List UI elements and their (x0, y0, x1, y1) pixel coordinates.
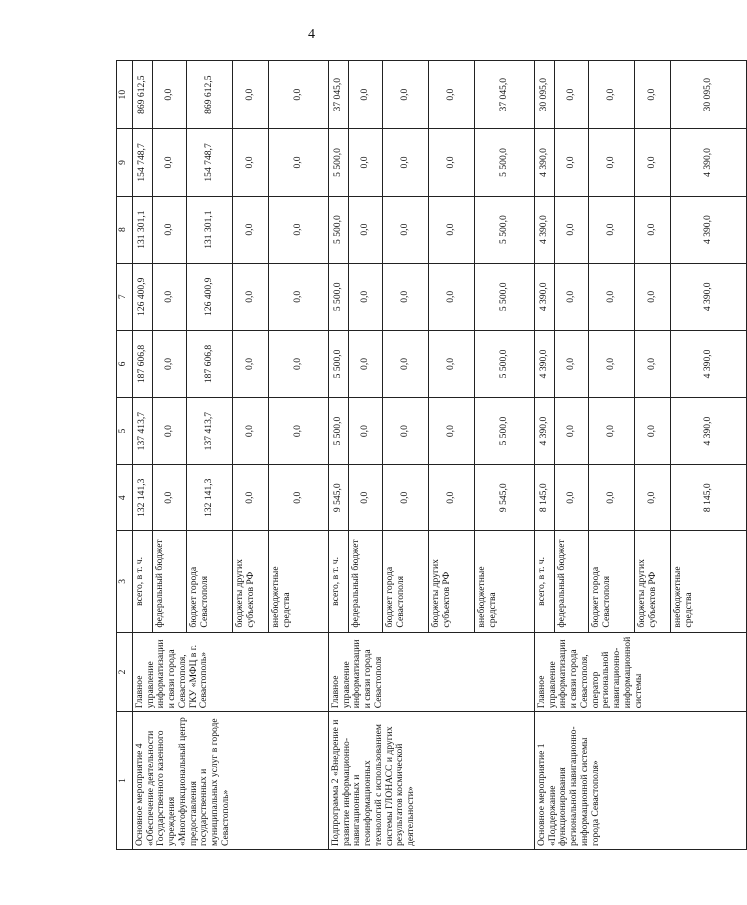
table-row (535, 61, 555, 850)
value-cell: 0,0 (589, 465, 635, 531)
value-cell: 0,0 (233, 465, 269, 531)
value-cell: 0,0 (429, 129, 475, 196)
value-cell: 0,0 (153, 129, 187, 196)
funding-source-cell: внебюджетные средства (671, 531, 747, 632)
value-cell: 0,0 (153, 263, 187, 330)
value-cell: 0,0 (635, 330, 671, 397)
value-cell: 0,0 (269, 398, 329, 465)
value-cell: 0,0 (429, 330, 475, 397)
column-number: 5 (117, 398, 133, 465)
column-number: 4 (117, 465, 133, 531)
value-cell: 126 400,9 (187, 263, 233, 330)
value-cell: 5 500,0 (475, 330, 535, 397)
value-cell: 0,0 (153, 61, 187, 129)
header-row (117, 61, 133, 850)
funding-source-cell: бюджет города Севастополя (589, 531, 635, 632)
funding-source-cell: бюджеты других субъектов РФ (429, 531, 475, 632)
value-cell: 0,0 (555, 61, 589, 129)
value-cell: 0,0 (269, 129, 329, 196)
value-cell: 0,0 (635, 465, 671, 531)
executor-cell: Главное управление информатизации и связи города Севастополя (329, 632, 535, 712)
value-cell: 5 500,0 (329, 398, 349, 465)
value-cell: 0,0 (635, 61, 671, 129)
value-cell: 132 141,3 (133, 465, 153, 531)
value-cell: 0,0 (589, 61, 635, 129)
value-cell: 0,0 (555, 196, 589, 263)
value-cell: 137 413,7 (187, 398, 233, 465)
value-cell: 0,0 (635, 129, 671, 196)
funding-source-cell: федеральный бюджет (153, 531, 187, 632)
value-cell: 0,0 (589, 398, 635, 465)
value-cell: 4 390,0 (671, 129, 747, 196)
value-cell: 9 545,0 (475, 465, 535, 531)
funding-source-cell: всего, в т. ч. (535, 531, 555, 632)
funding-source-cell: внебюджетные средства (269, 531, 329, 632)
value-cell: 0,0 (349, 61, 383, 129)
funding-source-cell: бюджеты других субъектов РФ (635, 531, 671, 632)
value-cell: 131 301,1 (133, 196, 153, 263)
value-cell: 5 500,0 (329, 196, 349, 263)
value-cell: 0,0 (555, 263, 589, 330)
value-cell: 0,0 (269, 465, 329, 531)
value-cell: 0,0 (153, 398, 187, 465)
value-cell: 0,0 (589, 330, 635, 397)
measure-name-cell: Основное мероприятие 1 «Поддержание функционирования региональной навигационно-информационной системы города Севастополя» (535, 712, 747, 850)
value-cell: 0,0 (555, 398, 589, 465)
column-number: 6 (117, 330, 133, 397)
value-cell: 5 500,0 (475, 398, 535, 465)
funding-source-cell: бюджет города Севастополя (187, 531, 233, 632)
funding-source-cell: бюджеты других субъектов РФ (233, 531, 269, 632)
value-cell: 9 545,0 (329, 465, 349, 531)
value-cell: 0,0 (589, 129, 635, 196)
value-cell: 0,0 (233, 330, 269, 397)
value-cell: 126 400,9 (133, 263, 153, 330)
column-number: 9 (117, 129, 133, 196)
value-cell: 0,0 (349, 196, 383, 263)
value-cell: 0,0 (635, 196, 671, 263)
value-cell: 0,0 (383, 398, 429, 465)
value-cell: 0,0 (383, 465, 429, 531)
executor-cell: Главное управление информатизации и связи города Севастополя, оператор региональной навигационно-информационной системы (535, 632, 747, 712)
value-cell: 8 145,0 (535, 465, 555, 531)
value-cell: 0,0 (555, 330, 589, 397)
value-cell: 0,0 (233, 129, 269, 196)
value-cell: 0,0 (429, 61, 475, 129)
value-cell: 154 748,7 (187, 129, 233, 196)
rotated-table-container (116, 60, 714, 850)
value-cell: 187 606,8 (187, 330, 233, 397)
value-cell: 4 390,0 (671, 263, 747, 330)
value-cell: 0,0 (153, 465, 187, 531)
page-number: 4 (308, 27, 315, 42)
value-cell: 0,0 (383, 330, 429, 397)
value-cell: 8 145,0 (671, 465, 747, 531)
value-cell: 0,0 (233, 398, 269, 465)
value-cell: 131 301,1 (187, 196, 233, 263)
measure-name-cell: Подпрограмма 2 «Внедрение и развитие информационно-навигационных и геоинформационных технологий с использованием системы ГЛОНАСС и других результатов космической деятельности» (329, 712, 535, 850)
value-cell: 0,0 (635, 263, 671, 330)
value-cell: 5 500,0 (329, 330, 349, 397)
value-cell: 4 390,0 (671, 398, 747, 465)
value-cell: 869 612,5 (187, 61, 233, 129)
value-cell: 0,0 (383, 263, 429, 330)
value-cell: 0,0 (429, 398, 475, 465)
value-cell: 0,0 (153, 330, 187, 397)
funding-source-cell: федеральный бюджет (349, 531, 383, 632)
column-number: 3 (117, 531, 133, 632)
value-cell: 0,0 (383, 196, 429, 263)
value-cell: 0,0 (349, 330, 383, 397)
value-cell: 30 095,0 (671, 61, 747, 129)
funding-source-cell: всего, в т. ч. (133, 531, 153, 632)
funding-source-cell: всего, в т. ч. (329, 531, 349, 632)
value-cell: 0,0 (269, 61, 329, 129)
value-cell: 4 390,0 (535, 330, 555, 397)
value-cell: 0,0 (349, 263, 383, 330)
budget-table (116, 60, 747, 850)
value-cell: 5 500,0 (329, 129, 349, 196)
funding-source-cell: федеральный бюджет (555, 531, 589, 632)
column-number: 7 (117, 263, 133, 330)
value-cell: 187 606,8 (133, 330, 153, 397)
value-cell: 30 095,0 (535, 61, 555, 129)
value-cell: 0,0 (589, 196, 635, 263)
value-cell: 0,0 (233, 61, 269, 129)
table-row (133, 61, 153, 850)
value-cell: 37 045,0 (475, 61, 535, 129)
value-cell: 0,0 (429, 263, 475, 330)
column-number: 1 (117, 712, 133, 850)
value-cell: 4 390,0 (535, 196, 555, 263)
value-cell: 869 612,5 (133, 61, 153, 129)
value-cell: 0,0 (429, 465, 475, 531)
value-cell: 4 390,0 (535, 129, 555, 196)
value-cell: 4 390,0 (671, 196, 747, 263)
value-cell: 0,0 (429, 196, 475, 263)
value-cell: 0,0 (349, 465, 383, 531)
value-cell: 0,0 (383, 61, 429, 129)
executor-cell: Главное управление информатизации и связи города Севастополя, ГКУ «МФЦ в г. Севастополь» (133, 632, 329, 712)
value-cell: 0,0 (349, 398, 383, 465)
value-cell: 154 748,7 (133, 129, 153, 196)
value-cell: 0,0 (269, 196, 329, 263)
value-cell: 0,0 (589, 263, 635, 330)
value-cell: 4 390,0 (535, 398, 555, 465)
column-number: 2 (117, 632, 133, 712)
funding-source-cell: бюджет города Севастополя (383, 531, 429, 632)
value-cell: 37 045,0 (329, 61, 349, 129)
value-cell: 5 500,0 (475, 196, 535, 263)
measure-name-cell: Основное мероприятие 4 «Обеспечение деятельности Государственного казенного учреждения «Многофункциональный центр предоставления государственных и муниципальных услуг в городе Севастополь» (133, 712, 329, 850)
value-cell: 4 390,0 (671, 330, 747, 397)
value-cell: 0,0 (635, 398, 671, 465)
value-cell: 0,0 (269, 263, 329, 330)
value-cell: 137 413,7 (133, 398, 153, 465)
value-cell: 132 141,3 (187, 465, 233, 531)
value-cell: 4 390,0 (535, 263, 555, 330)
value-cell: 5 500,0 (329, 263, 349, 330)
column-number: 10 (117, 61, 133, 129)
value-cell: 0,0 (233, 263, 269, 330)
value-cell: 5 500,0 (475, 263, 535, 330)
value-cell: 0,0 (153, 196, 187, 263)
value-cell: 0,0 (555, 129, 589, 196)
column-number: 8 (117, 196, 133, 263)
value-cell: 5 500,0 (475, 129, 535, 196)
value-cell: 0,0 (383, 129, 429, 196)
funding-source-cell: внебюджетные средства (475, 531, 535, 632)
value-cell: 0,0 (233, 196, 269, 263)
value-cell: 0,0 (269, 330, 329, 397)
value-cell: 0,0 (349, 129, 383, 196)
value-cell: 0,0 (555, 465, 589, 531)
table-row (329, 61, 349, 850)
